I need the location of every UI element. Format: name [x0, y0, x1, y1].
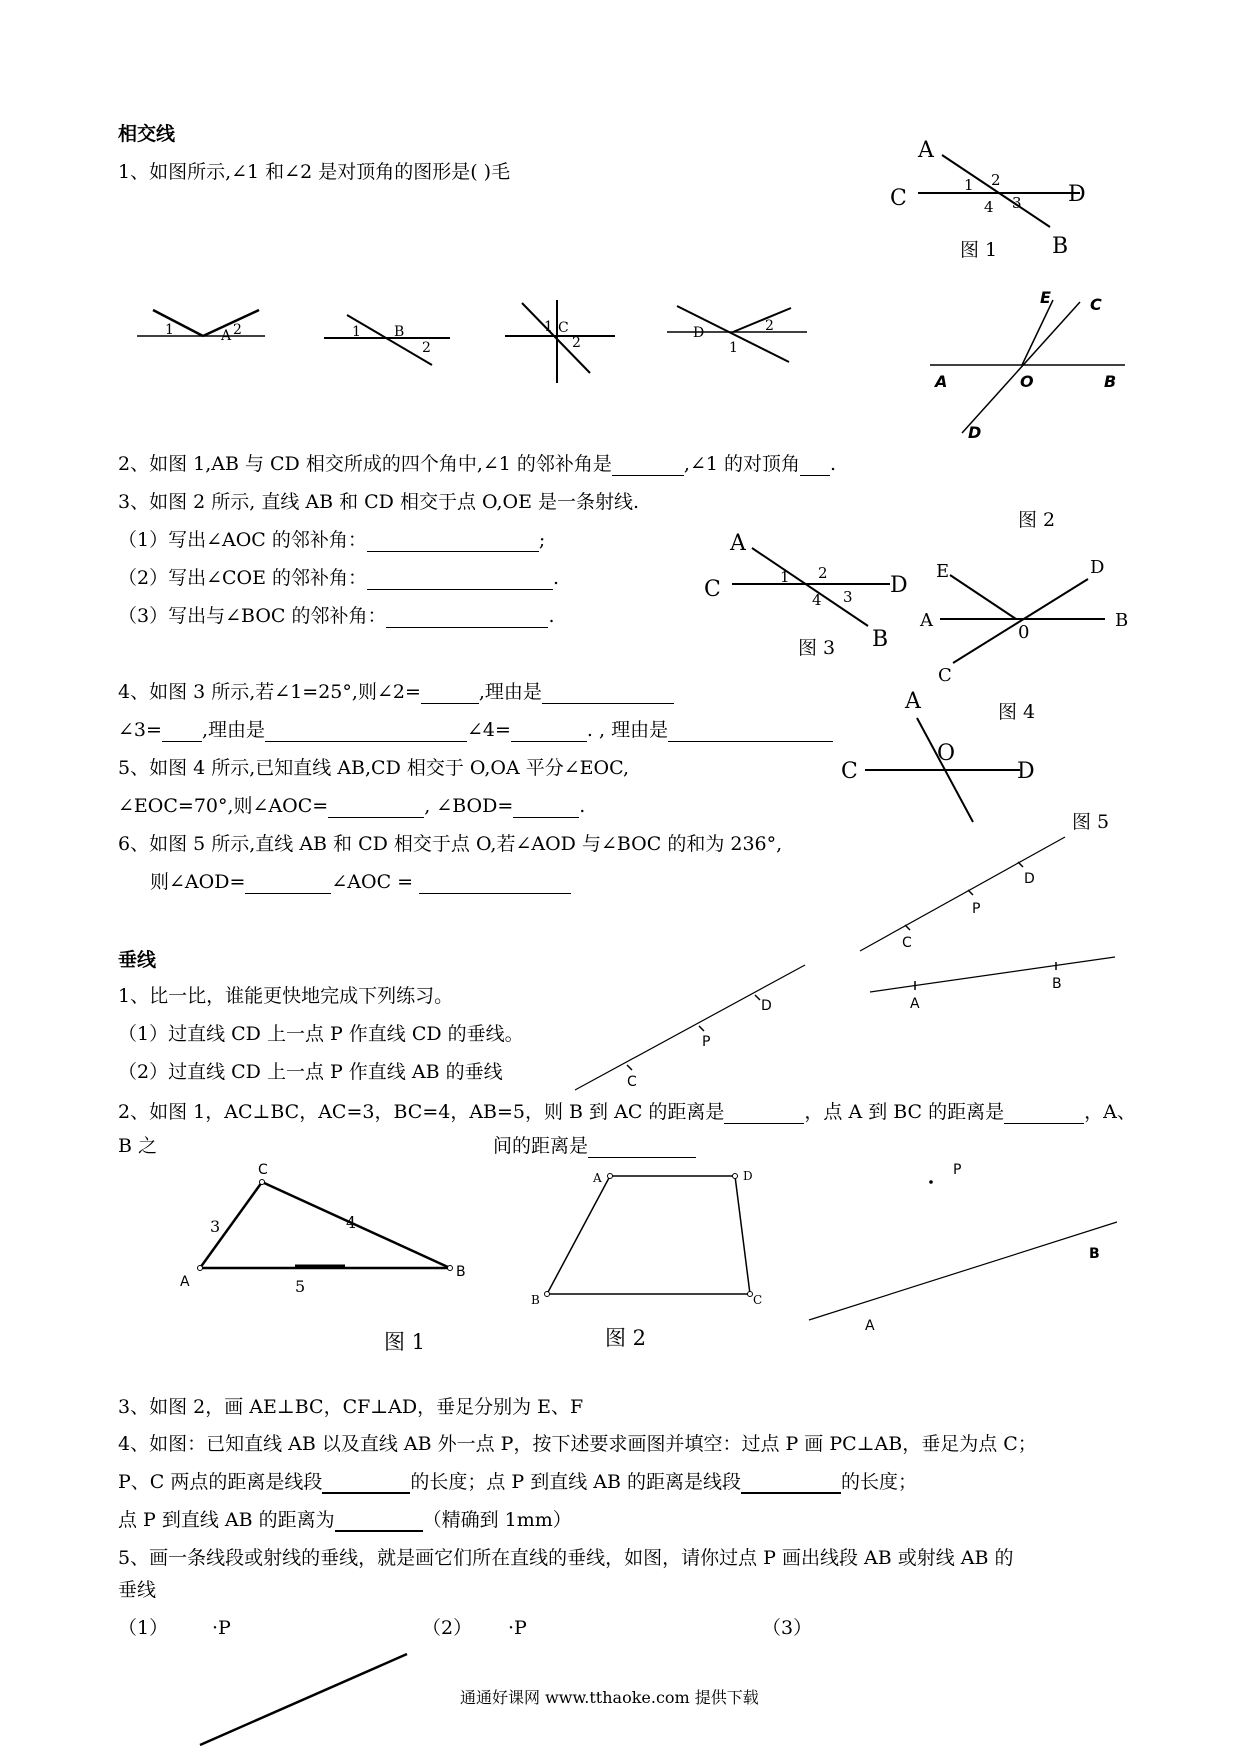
p2-text-c: ，A、 [1084, 1101, 1136, 1123]
svg-text:2: 2 [765, 318, 774, 334]
question-5-line-2 [118, 794, 585, 818]
p4-blank-distance[interactable] [335, 1512, 423, 1532]
q5-blank-bod[interactable] [513, 799, 579, 818]
perp-question-2-line-1 [118, 1100, 1136, 1124]
svg-text:C: C [902, 935, 912, 951]
svg-text:1: 1 [964, 176, 974, 194]
svg-text:D: D [1024, 871, 1035, 887]
section-title-intersecting-lines: 相交线 [118, 123, 176, 145]
svg-text:B: B [1115, 610, 1129, 631]
svg-text:A: A [935, 372, 948, 391]
svg-text:2: 2 [818, 564, 828, 582]
svg-text:A: A [221, 328, 232, 344]
p4-text-e: 点 P 到直线 AB 的距离为 [118, 1509, 335, 1531]
p2-text-b: ，点 A 到 BC 的距离是 [804, 1101, 1005, 1123]
p2-blank-ab[interactable] [588, 1139, 696, 1158]
svg-text:A: A [920, 610, 933, 631]
svg-text:1: 1 [352, 324, 361, 340]
q4-blank-reason2[interactable] [542, 685, 674, 704]
trap-label-d: D [743, 1169, 753, 1183]
figure-3-caption: 图 3 [798, 637, 836, 659]
tri-side-5: 5 [295, 1277, 306, 1296]
q4-blank-reason4[interactable] [668, 723, 833, 742]
q3-s2-blank[interactable] [367, 571, 553, 590]
perp-question-2-line-2b [493, 1134, 696, 1158]
q3-s1-blank[interactable] [367, 533, 539, 552]
question-1: 1、如图所示,∠1 和∠2 是对顶角的图形是( )毛 [118, 161, 511, 183]
footer-source: 通通好课网 www.tthaoke.com 提供下载 [460, 1688, 759, 1707]
perp-question-5-line-2: 垂线 [118, 1579, 157, 1601]
perp-figure-line-cd-left [575, 960, 815, 1095]
p4-blank-pc[interactable] [322, 1474, 410, 1494]
svg-text:2: 2 [572, 335, 581, 351]
trapezoid-figure [525, 1160, 785, 1310]
question-6-line-1: 6、如图 5 所示,直线 AB 和 CD 相交于点 O,若∠AOD 与∠BOC 的和为 236°, [118, 833, 783, 855]
figure-3-diagram [700, 530, 908, 652]
svg-text:A: A [905, 689, 921, 714]
q6-text-b: 则∠AOD= [150, 871, 246, 893]
perp-question-4-line-2 [118, 1470, 917, 1494]
figure-5-diagram [835, 688, 1045, 828]
tri-side-3: 3 [210, 1217, 221, 1236]
figure-2-diagram [930, 290, 1130, 450]
question-3-part-3 [118, 604, 555, 628]
q5-blank-aoc[interactable] [328, 799, 424, 818]
q4-text-f: . , 理由是 [586, 719, 669, 741]
svg-text:E: E [1040, 288, 1051, 307]
svg-text:A: A [865, 1318, 875, 1334]
perp-figure-line-cd-right [860, 835, 1070, 955]
svg-text:B: B [872, 627, 889, 652]
svg-text:1: 1 [165, 322, 174, 338]
figure-2-caption: 图 2 [1018, 509, 1056, 531]
question-5-line-1: 5、如图 4 所示,已知直线 AB,CD 相交于 O,OA 平分∠EOC, [118, 757, 630, 779]
svg-text:P: P [972, 901, 981, 917]
option-figure-d [665, 298, 815, 368]
q2-text-b: ,∠1 的对顶角 [683, 453, 801, 475]
option-figure-a [135, 300, 275, 350]
svg-text:O: O [937, 741, 956, 766]
svg-text:B: B [1089, 1246, 1100, 1262]
q2-text-a: 2、如图 1,AB 与 CD 相交所成的四个角中,∠1 的邻补角是 [118, 453, 612, 475]
svg-text:C: C [704, 577, 721, 602]
perp-question-5-line-1: 5、画一条线段或射线的垂线，就是画它们所在直线的垂线，如图，请你过点 P 画出线段 AB 或射线 AB 的 [118, 1547, 1014, 1569]
perp-q5-segment-1 [195, 1650, 415, 1750]
q4-text-c: ∠3= [118, 719, 162, 741]
q4-text-d: ,理由是 [201, 719, 265, 741]
svg-text:B: B [1052, 234, 1069, 259]
q4-text-b: ,理由是 [478, 681, 542, 703]
svg-text:D: D [1090, 557, 1105, 578]
q3-s1-end: ; [538, 529, 546, 551]
perp-figure-line-ab [870, 950, 1120, 1010]
svg-text:A: A [918, 138, 934, 163]
q4-blank-angle3[interactable] [162, 723, 202, 742]
triangle-figure-caption: 图 1 [384, 1330, 426, 1354]
q2-blank-2[interactable] [800, 457, 830, 476]
q4-blank-reason3[interactable] [265, 723, 467, 742]
svg-text:D: D [890, 573, 908, 598]
option-figure-b [322, 305, 462, 365]
q3-s3-blank[interactable] [386, 609, 548, 628]
option-figure-c [500, 295, 620, 385]
q3-s3-end: . [548, 605, 555, 627]
perp-question-3: 3、如图 2，画 AE⊥BC，CF⊥AD，垂足分别为 E、F [118, 1396, 584, 1418]
point-line-figure [805, 1150, 1125, 1340]
svg-text:2: 2 [233, 322, 242, 338]
svg-text:B: B [1104, 372, 1117, 391]
svg-text:1: 1 [544, 319, 553, 335]
svg-text:D: D [968, 423, 982, 442]
triangle-figure [170, 1160, 480, 1296]
q2-blank-1[interactable] [612, 457, 684, 476]
tri-label-c: C [258, 1162, 268, 1178]
p4-text-d: 的长度； [841, 1471, 918, 1493]
svg-text:C: C [841, 759, 858, 784]
perp-question-2-line-2a: B 之 [118, 1135, 158, 1157]
svg-text:O: O [1020, 372, 1034, 391]
tri-side-4: 4 [346, 1213, 357, 1232]
figure-1-diagram [880, 135, 1120, 265]
perp-question-4-line-1: 4、如图：已知直线 AB 以及直线 AB 外一点 P，按下述要求画图并填空：过点 P 画 PC⊥AB，垂足为点 C； [118, 1433, 1037, 1455]
q6-text-c: ∠AOC = [331, 871, 414, 893]
svg-text:3: 3 [843, 588, 853, 606]
p2-text-e: 间的距离是 [493, 1135, 589, 1157]
tri-label-a: A [180, 1274, 190, 1290]
svg-text:4: 4 [812, 591, 822, 609]
tri-label-b: B [456, 1264, 466, 1280]
svg-text:C: C [890, 186, 907, 211]
svg-text:C: C [558, 320, 569, 336]
p4-text-b: P、C 两点的距离是线段 [118, 1471, 323, 1493]
svg-text:2: 2 [422, 340, 431, 356]
svg-text:E: E [936, 561, 950, 582]
svg-text:0: 0 [1018, 622, 1030, 643]
q5-text-d: . [579, 795, 586, 817]
p4-text-f: （精确到 1mm） [422, 1509, 572, 1531]
svg-text:D: D [1017, 759, 1035, 784]
svg-text:D: D [693, 325, 705, 341]
svg-text:2: 2 [991, 171, 1001, 189]
trapezoid-figure-caption: 图 2 [605, 1326, 647, 1350]
q4-blank-angle4[interactable] [511, 723, 587, 742]
svg-text:B: B [394, 324, 405, 340]
perp-question-1-part-1: （1）过直线 CD 上一点 P 作直线 CD 的垂线。 [118, 1023, 524, 1045]
question-6-line-2 [150, 870, 571, 894]
q4-text-a: 4、如图 3 所示,若∠1=25°,则∠2= [118, 681, 421, 703]
q6-blank-aod[interactable] [245, 875, 331, 894]
svg-text:D: D [761, 998, 772, 1014]
svg-text:C: C [938, 665, 952, 686]
p2-blank-b-to-ac[interactable] [724, 1105, 804, 1124]
trap-label-a: A [593, 1171, 602, 1185]
q5-text-c: , ∠BOD= [424, 795, 514, 817]
p2-text-a: 2、如图 1，AC⊥BC，AC=3，BC=4，AB=5，则 B 到 AC 的距离是 [118, 1101, 725, 1123]
section-title-perpendicular: 垂线 [118, 949, 157, 971]
q4-blank-angle2[interactable] [421, 685, 479, 704]
svg-text:4: 4 [984, 198, 994, 216]
question-4-line-2 [118, 718, 833, 742]
perp-q5-label-2: （2） [422, 1617, 473, 1639]
trap-label-c: C [753, 1293, 763, 1307]
q4-text-e: ∠4= [466, 719, 511, 741]
figure-4-diagram [920, 555, 1130, 685]
q2-text-c: . [830, 453, 837, 475]
q3-s2-end: . [553, 567, 560, 589]
svg-text:A: A [730, 531, 746, 556]
p2-blank-a-to-bc[interactable] [1004, 1105, 1084, 1124]
svg-text:P: P [953, 1162, 962, 1178]
q3-s3-text: （3）写出与∠BOC 的邻补角： [118, 605, 387, 627]
figure-1-caption: 图 1 [960, 239, 998, 261]
svg-text:B: B [1052, 976, 1062, 992]
perp-q5-point-p-2: ·P [508, 1617, 527, 1639]
p4-text-c: 的长度；点 P 到直线 AB 的距离是线段 [410, 1471, 742, 1493]
svg-text:P: P [702, 1034, 711, 1050]
svg-text:C: C [1090, 295, 1102, 314]
q3-s1-text: （1）写出∠AOC 的邻补角： [118, 529, 367, 551]
svg-text:D: D [1068, 182, 1086, 207]
perp-q5-label-3: （3） [762, 1617, 813, 1639]
perp-question-1-part-2: （2）过直线 CD 上一点 P 作直线 AB 的垂线 [118, 1061, 503, 1083]
question-2 [118, 452, 836, 476]
q6-blank-aoc[interactable] [419, 875, 571, 894]
figure-5-caption: 图 5 [1072, 811, 1110, 833]
question-3-part-2 [118, 566, 559, 590]
question-3-part-1 [118, 528, 545, 552]
perp-q5-point-p-1: ·P [212, 1617, 231, 1639]
perp-q5-label-1: （1） [118, 1617, 169, 1639]
svg-text:C: C [627, 1074, 637, 1090]
svg-text:1: 1 [780, 568, 790, 586]
perp-question-4-line-3 [118, 1508, 572, 1532]
perp-question-1: 1、比一比，谁能更快地完成下列练习。 [118, 985, 454, 1007]
svg-text:3: 3 [1012, 194, 1022, 212]
question-3-stem: 3、如图 2 所示, 直线 AB 和 CD 相交于点 O,OE 是一条射线. [118, 491, 640, 513]
q5-text-b: ∠EOC=70°,则∠AOC= [118, 795, 329, 817]
question-4-line-1 [118, 680, 674, 704]
svg-text:A: A [910, 996, 920, 1012]
figure-4-caption: 图 4 [998, 701, 1036, 723]
trap-label-b: B [531, 1293, 540, 1307]
svg-text:1: 1 [729, 340, 738, 356]
q3-s2-text: （2）写出∠COE 的邻补角： [118, 567, 368, 589]
p4-blank-p-ab[interactable] [741, 1474, 841, 1494]
